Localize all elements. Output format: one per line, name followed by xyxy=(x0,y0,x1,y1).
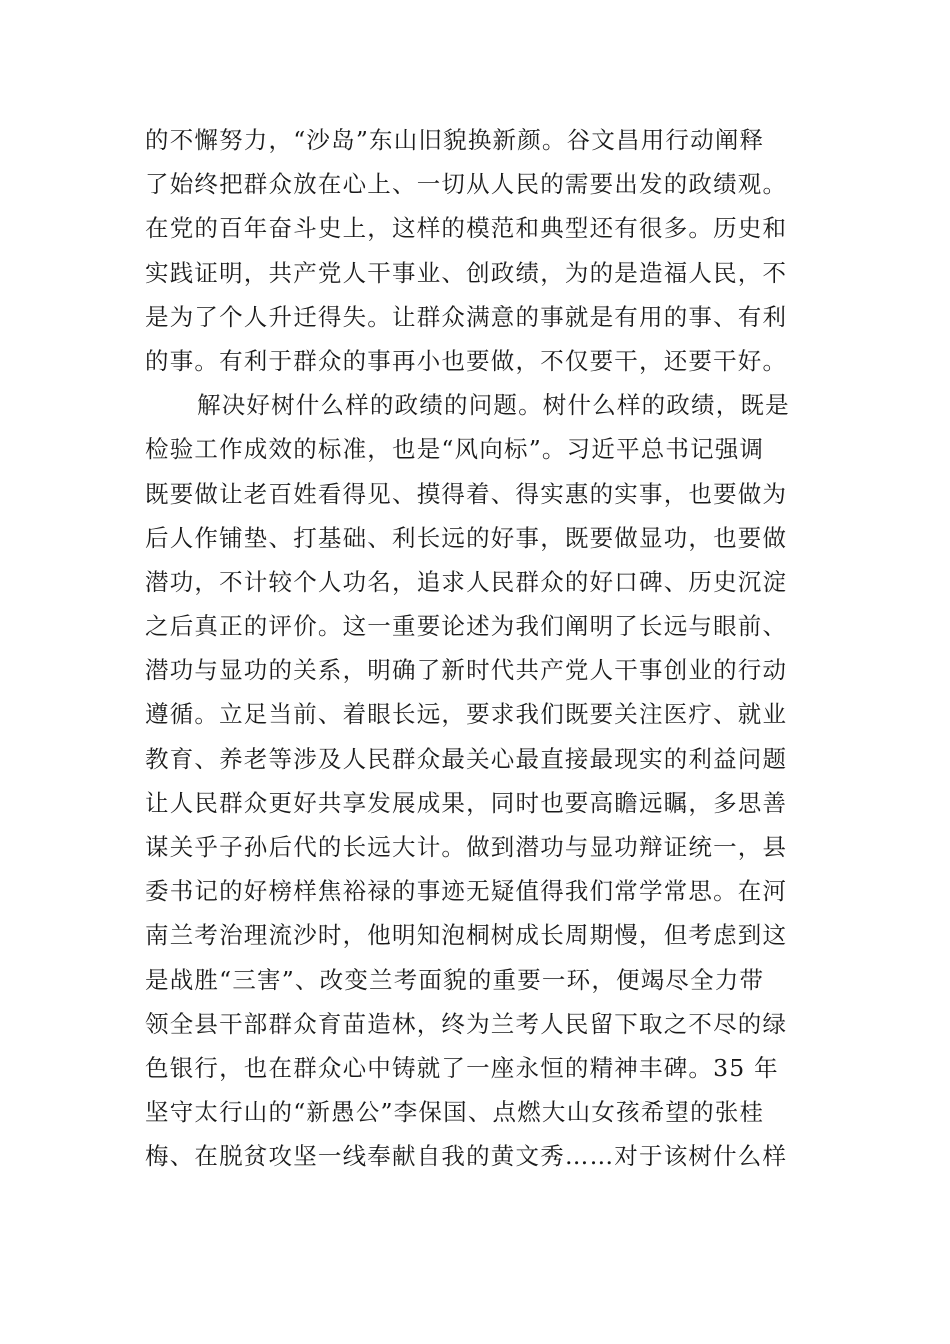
text-line: 检验工作成效的标准，也是“风向标”。习近平总书记强调 xyxy=(145,435,765,464)
text-line: 的不懈努力，“沙岛”东山旧貌换新颜。谷文昌用行动阐释 xyxy=(145,126,765,154)
text-line: 委书记的好榜样焦裕禄的事迹无疑值得我们常学常思。在河 xyxy=(145,877,788,906)
body-text xyxy=(145,118,810,1179)
text-line: 潜功，不计较个人功名，追求人民群众的好口碑、历史沉淀 xyxy=(145,567,788,596)
paragraph-start-line: 解决好树什么样的政绩的问题。树什么样的政绩，既是 xyxy=(197,391,790,420)
text-line: 之后真正的评价。这一重要论述为我们阐明了长远与眼前、 xyxy=(145,612,788,641)
text-line: 南兰考治理流沙时，他明知泡桐树成长周期慢，但考虑到这 xyxy=(145,921,788,950)
text-line: 的事。有利于群众的事再小也要做，不仅要干，还要干好。 xyxy=(145,346,788,375)
text-line: 在党的百年奋斗史上，这样的模范和典型还有很多。历史和 xyxy=(145,214,788,243)
text-line: 色银行，也在群众心中铸就了一座永恒的精神丰碑。35 年 xyxy=(145,1053,779,1082)
text-line: 后人作铺垫、打基础、利长远的好事，既要做显功，也要做 xyxy=(145,523,788,552)
text-line: 梅、在脱贫攻坚一线奉献自我的黄文秀……对于该树什么样 xyxy=(145,1142,788,1171)
text-line: 谋关乎子孙后代的长远大计。做到潜功与显功辩证统一，县 xyxy=(145,833,788,861)
text-line: 让人民群众更好共享发展成果，同时也要高瞻远瞩，多思善 xyxy=(145,788,788,817)
text-line: 实践证明，共产党人干事业、创政绩，为的是造福人民，不 xyxy=(145,258,788,287)
text-line: 了始终把群众放在心上、一切从人民的需要出发的政绩观。 xyxy=(145,170,788,199)
text-line: 领全县干部群众育苗造林，终为兰考人民留下取之不尽的绿 xyxy=(145,1009,788,1038)
text-line: 是为了个人升迁得失。让群众满意的事就是有用的事、有利 xyxy=(145,302,788,331)
text-line: 潜功与显功的关系，明确了新时代共产党人干事创业的行动 xyxy=(145,656,788,685)
text-line: 教育、养老等涉及人民群众最关心最直接最现实的利益问题 xyxy=(145,744,788,773)
text-line: 坚守太行山的“新愚公”李保国、点燃大山女孩希望的张桂 xyxy=(145,1098,765,1127)
text-line: 遵循。立足当前、着眼长远，要求我们既要关注医疗、就业 xyxy=(145,700,788,729)
text-line: 既要做让老百姓看得见、摸得着、得实惠的实事，也要做为 xyxy=(145,479,788,508)
text-line: 是战胜“三害”、改变兰考面貌的重要一环，便竭尽全力带 xyxy=(145,965,765,994)
